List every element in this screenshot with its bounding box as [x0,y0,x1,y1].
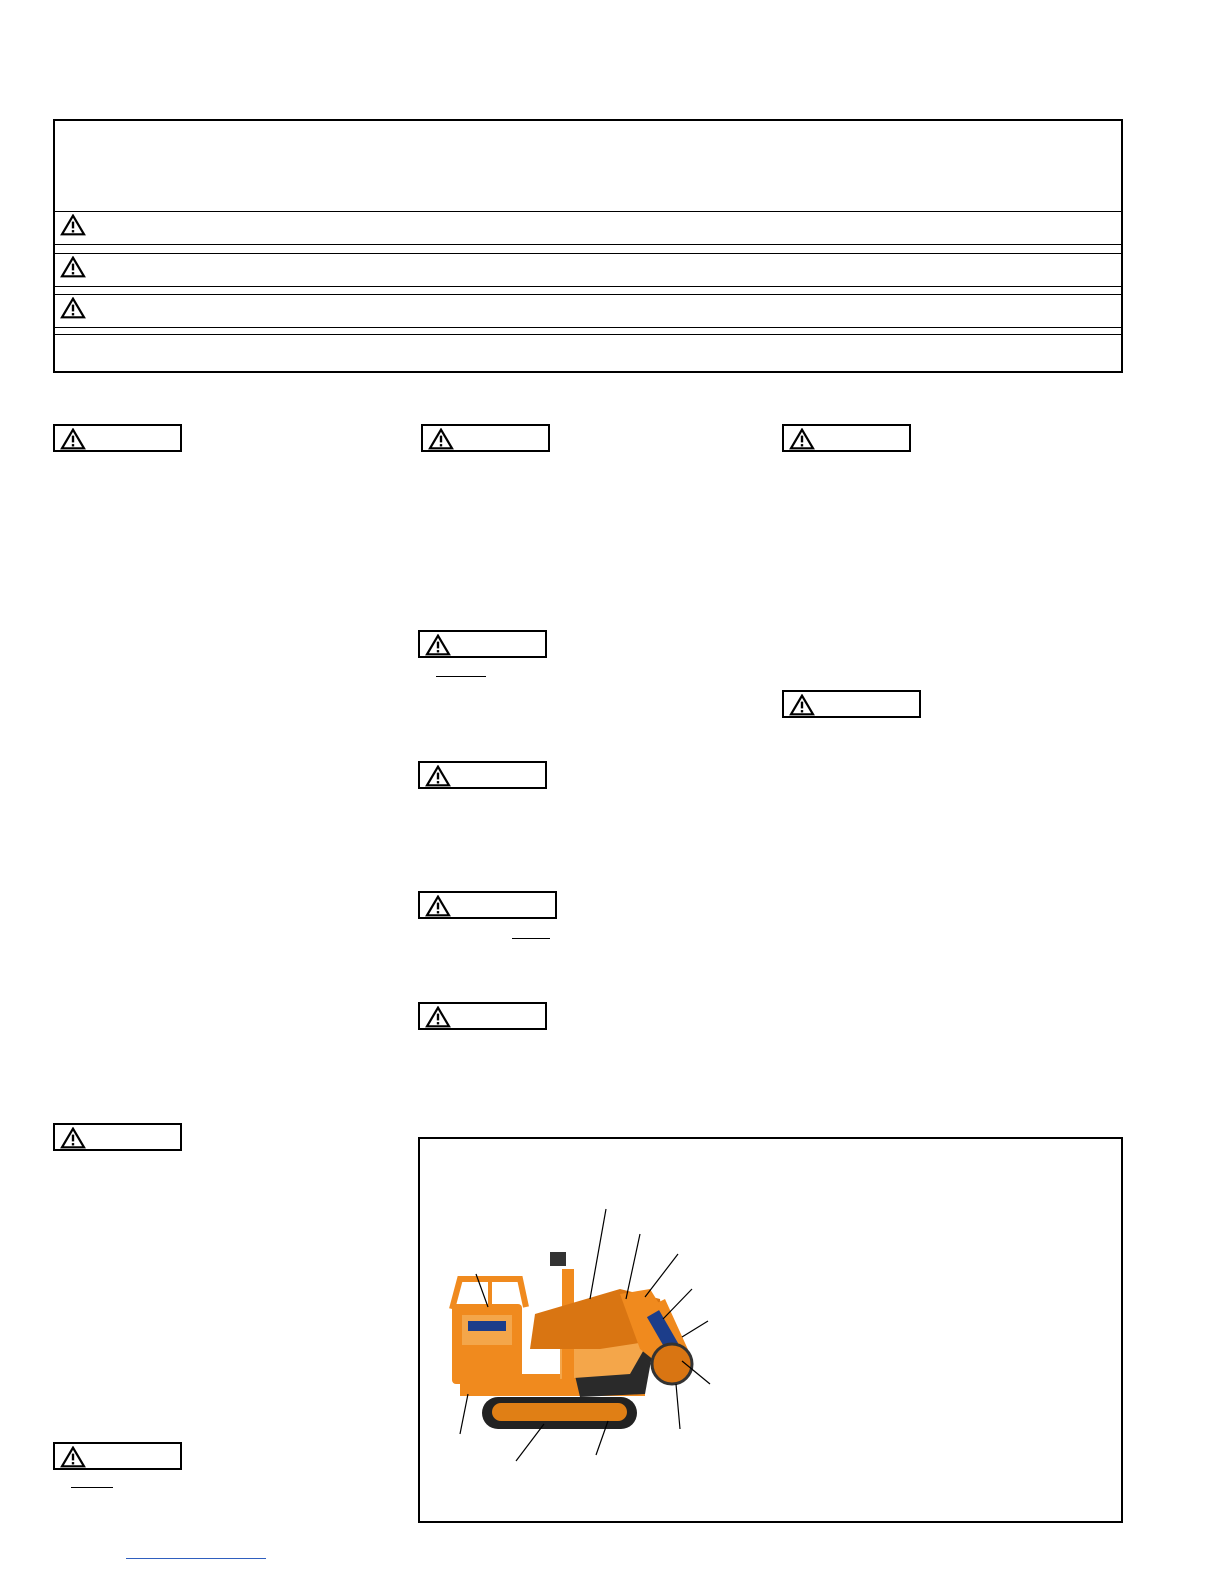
warning-label [418,761,547,789]
warning-triangle-icon [58,1446,88,1468]
figure-box [418,1137,1123,1523]
warning-label [418,891,557,919]
stump-grinder-image [420,1139,1121,1521]
warning-label [782,424,911,452]
header-warning-row-1 [55,211,1121,245]
underline [436,676,486,677]
link-underline[interactable] [126,1558,266,1559]
underline [71,1487,113,1488]
warning-triangle-icon [423,895,453,917]
warning-triangle-icon [426,428,456,450]
header-warning-row-2 [55,253,1121,287]
header-warning-row-3 [55,294,1121,328]
warning-triangle-icon [58,297,88,319]
warning-triangle-icon [423,765,453,787]
warning-triangle-icon [58,1127,88,1149]
warning-triangle-icon [787,694,817,716]
header-bottom-row [55,334,1121,335]
warning-triangle-icon [58,428,88,450]
warning-triangle-icon [787,428,817,450]
warning-triangle-icon [423,1006,453,1028]
warning-triangle-icon [423,634,453,656]
warning-label [53,1123,182,1151]
warning-triangle-icon [58,214,88,236]
warning-label [53,424,182,452]
warning-label [53,1442,182,1470]
underline [512,938,550,939]
warning-label [421,424,550,452]
warning-label [418,630,547,658]
warning-triangle-icon [58,256,88,278]
warning-label [418,1002,547,1030]
warning-label [782,690,921,718]
